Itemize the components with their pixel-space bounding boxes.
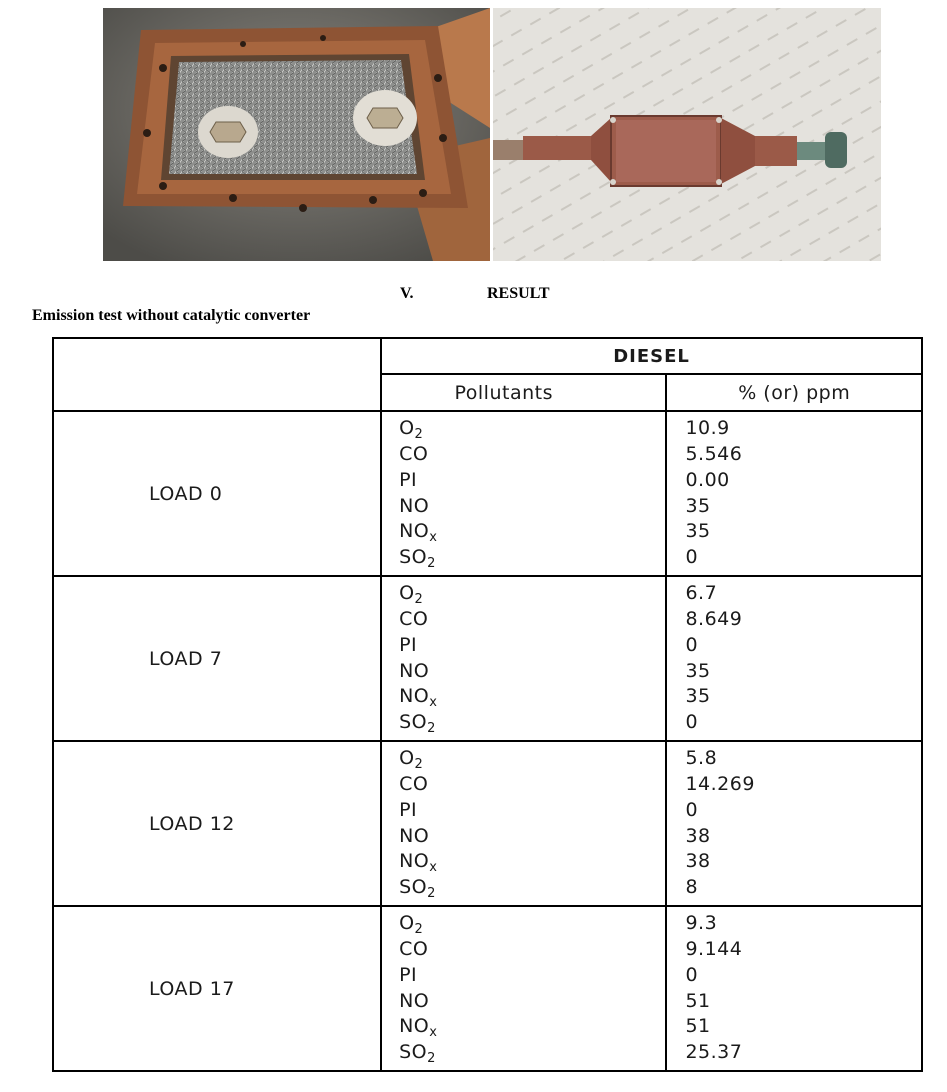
catalytic-converter-assembly-photo	[493, 8, 881, 261]
pollutant-subscript: x	[429, 860, 438, 876]
pollutant-value: 51	[685, 1015, 711, 1038]
value-list	[666, 576, 922, 741]
pollutant-value: 5.8	[685, 746, 718, 769]
emission-results-table	[52, 337, 923, 1072]
pollutant-name	[399, 442, 665, 468]
table-row	[53, 906, 922, 1071]
pollutant-name	[399, 1014, 665, 1040]
pollutant-name	[399, 746, 665, 772]
pollutant-subscript: x	[429, 1025, 438, 1041]
pollutant-value: 38	[685, 824, 711, 847]
pollutant-name	[399, 581, 665, 607]
pollutant-name	[399, 416, 665, 442]
blank-corner-cell	[53, 338, 381, 411]
pollutant-formula: NO	[399, 685, 430, 708]
pollutant-name	[399, 545, 665, 571]
pollutant-list	[381, 906, 666, 1071]
pollutant-formula: CO	[399, 607, 429, 630]
pollutant-name	[399, 519, 665, 545]
pollutant-list	[381, 411, 666, 576]
pollutant-value: 35	[685, 520, 711, 543]
pollutant-subscript: 2	[427, 886, 436, 902]
pollutant-name	[399, 468, 665, 494]
pollutant-value: 14.269	[685, 772, 755, 795]
pollutant-formula: O	[399, 416, 415, 439]
pollutant-formula: NO	[399, 850, 430, 873]
table-row	[53, 576, 922, 741]
pollutant-name	[399, 963, 665, 989]
value-list	[666, 411, 922, 576]
load-rows	[53, 411, 922, 1071]
pollutant-subscript: x	[429, 530, 438, 546]
pollutant-value: 0	[685, 633, 699, 656]
pollutant-subscript: 2	[414, 591, 424, 607]
value-list	[666, 741, 922, 906]
pollutant-formula: PI	[399, 798, 418, 821]
pollutant-name	[399, 607, 665, 633]
pollutant-subscript: 2	[427, 1051, 436, 1067]
pollutant-formula: SO	[399, 546, 428, 569]
pollutant-name	[399, 1040, 665, 1066]
pollutant-formula: CO	[399, 937, 429, 960]
section-heading	[0, 285, 947, 305]
pollutant-value: 35	[685, 659, 711, 682]
pollutant-value: 0	[685, 546, 699, 569]
load-label: LOAD 0	[53, 411, 381, 576]
pollutant-formula: NO	[399, 520, 430, 543]
pollutant-formula: PI	[399, 468, 418, 491]
table-row	[53, 411, 922, 576]
section-number: V.	[400, 285, 414, 302]
pollutant-name	[399, 875, 665, 901]
pollutant-value: 35	[685, 685, 711, 708]
fuel-header: DIESEL	[381, 338, 922, 374]
pollutant-name	[399, 659, 665, 685]
pollutant-subscript: 2	[427, 556, 436, 572]
pollutant-name	[399, 937, 665, 963]
pollutant-formula: PI	[399, 633, 418, 656]
pollutant-name	[399, 684, 665, 710]
pollutant-formula: NO	[399, 494, 430, 517]
value-list	[666, 906, 922, 1071]
table-header-row	[53, 338, 922, 374]
pollutant-value: 8	[685, 876, 699, 899]
table-caption: Emission test without catalytic converter	[32, 307, 311, 324]
assembly-photo-drawing	[493, 8, 881, 261]
pollutant-value: 6.7	[685, 581, 718, 604]
pollutant-value: 38	[685, 850, 711, 873]
load-label: LOAD 7	[53, 576, 381, 741]
pollutant-formula: SO	[399, 876, 428, 899]
pollutant-value: 10.9	[685, 416, 730, 439]
units-column-header: % (or) ppm	[666, 374, 922, 411]
pollutant-formula: NO	[399, 989, 430, 1012]
pollutant-value: 9.3	[685, 911, 718, 934]
pollutant-subscript: 2	[414, 426, 424, 442]
pollutant-formula: NO	[399, 1015, 430, 1038]
pollutant-name	[399, 849, 665, 875]
pollutant-formula: PI	[399, 963, 418, 986]
pollutant-subscript: 2	[427, 721, 436, 737]
pollutant-value: 0.00	[685, 468, 730, 491]
pollutant-value: 0	[685, 798, 699, 821]
pollutant-formula: SO	[399, 1041, 428, 1064]
pollutants-column-header: Pollutants	[381, 374, 666, 411]
pollutant-value: 9.144	[685, 937, 743, 960]
pollutant-formula: NO	[399, 824, 430, 847]
catalytic-converter-mesh-photo	[103, 8, 490, 261]
pollutant-value: 0	[685, 711, 699, 734]
pollutant-name	[399, 633, 665, 659]
pollutant-list	[381, 576, 666, 741]
pollutant-formula: O	[399, 911, 415, 934]
table-row	[53, 741, 922, 906]
pollutant-name	[399, 989, 665, 1015]
section-title: RESULT	[487, 285, 550, 302]
pollutant-name	[399, 824, 665, 850]
pollutant-formula: CO	[399, 442, 429, 465]
pollutant-name	[399, 798, 665, 824]
pollutant-formula: O	[399, 581, 415, 604]
pollutant-name	[399, 494, 665, 520]
pollutant-formula: NO	[399, 659, 430, 682]
pollutant-value: 0	[685, 963, 699, 986]
pollutant-value: 51	[685, 989, 711, 1012]
pollutant-value: 5.546	[685, 442, 743, 465]
pollutant-value: 25.37	[685, 1041, 743, 1064]
mesh-photo-drawing	[103, 8, 490, 261]
pollutant-subscript: x	[429, 695, 438, 711]
pollutant-formula: CO	[399, 772, 429, 795]
pollutant-subscript: 2	[414, 756, 424, 772]
pollutant-formula: O	[399, 746, 415, 769]
load-label: LOAD 12	[53, 741, 381, 906]
pollutant-value: 8.649	[685, 607, 743, 630]
pollutant-list	[381, 741, 666, 906]
pollutant-name	[399, 911, 665, 937]
load-label: LOAD 17	[53, 906, 381, 1071]
pollutant-value: 35	[685, 494, 711, 517]
pollutant-formula: SO	[399, 711, 428, 734]
pollutant-name	[399, 772, 665, 798]
pollutant-name	[399, 710, 665, 736]
pollutant-subscript: 2	[414, 921, 424, 937]
